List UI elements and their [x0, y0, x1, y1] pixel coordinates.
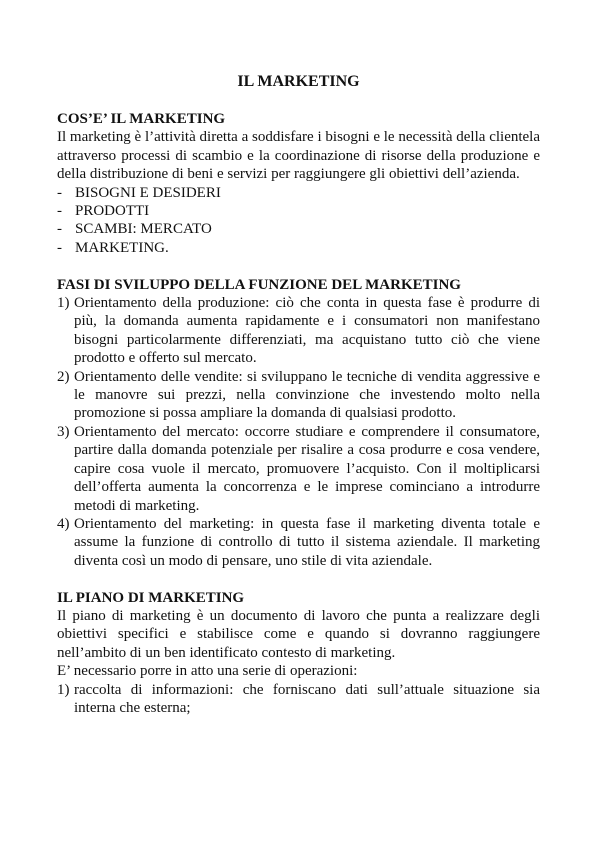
section-heading: IL PIANO DI MARKETING	[57, 589, 245, 606]
page-title: IL MARKETING	[237, 73, 360, 90]
section-heading: FASI DI SVILUPPO DELLA FUNZIONE DEL MARKETING	[57, 276, 461, 293]
list-item-text: Orientamento delle vendite: si sviluppano le tecniche di vendita aggressive e le manovre sui prezzi, nella convinzione che investendo molto nella promozione si possa ampliare la domanda di qualsiasi prodotto.	[74, 368, 540, 422]
section-piano-di-marketing	[57, 589, 540, 718]
section-heading: COS’E’ IL MARKETING	[57, 111, 226, 127]
list-item	[57, 184, 540, 202]
list-dash: -	[57, 184, 62, 201]
list-number: 4)	[57, 515, 70, 532]
list-number: 1)	[57, 681, 70, 698]
list-item	[57, 220, 540, 238]
section-paragraph: Il marketing è l’attività diretta a soddisfare i bisogni e le necessità della clientela attraverso processi di scambio e la coordinazione di risorse della produzione e della distribuzione di beni e servizi per raggiungere gli obiettivi dell’azienda.	[57, 129, 540, 183]
section-paragraph: Il piano di marketing è un documento di lavoro che punta a realizzare degli obiettivi specifici e stabilisce come e quando si dovranno raggiungere nell’ambito di un ben identificato contesto di marketing.	[57, 607, 540, 661]
list-item-text: Orientamento del marketing: in questa fase il marketing diventa totale e assume la funzione di controllo di tutto il sistema aziendale. Il marketing diventa così un modo di pensare, uno stile di vita aziendale.	[74, 515, 540, 569]
section-paragraph: E’ necessario porre in atto una serie di operazioni:	[57, 663, 358, 680]
list-number: 2)	[57, 368, 70, 385]
list-dash: -	[57, 203, 62, 220]
dash-list	[57, 184, 540, 258]
numbered-list	[57, 294, 540, 570]
list-item	[57, 294, 540, 368]
list-item	[57, 368, 540, 423]
list-item-text: BISOGNI E DESIDERI	[75, 184, 221, 201]
list-item-text: raccolta di informazioni: che forniscano dati sull’attuale situazione sia interna che esterna;	[74, 681, 540, 716]
list-number: 3)	[57, 423, 70, 440]
list-item	[57, 423, 540, 515]
list-item	[57, 515, 540, 570]
list-item-text: SCAMBI: MERCATO	[75, 221, 212, 238]
list-item	[57, 681, 540, 718]
list-dash: -	[57, 239, 62, 256]
list-item-text: Orientamento della produzione: ciò che conta in questa fase è produrre di più, la domanda aumenta rapidamente e i consumatori non manifestano bisogni particolarmente differenziati, ma acquistano tutto ciò che viene prodotto e offerto sul mercato.	[74, 295, 540, 367]
section-cos-e-il-marketing	[57, 110, 540, 257]
numbered-list	[57, 681, 540, 718]
list-item	[57, 202, 540, 220]
list-item-text: PRODOTTI	[75, 203, 150, 220]
list-item-text: Orientamento del mercato: occorre studiare e comprendere il consumatore, partire dalla domanda potenziale per risalire a cosa produrre e cosa vendere, capire cosa vuole il mercato, promuovere l’acquisto. Con il moltiplicarsi dell’offerta aumenta la concorrenza e le imprese cominciano a introdurre metodi di marketing.	[74, 423, 540, 514]
section-spacer	[57, 570, 540, 588]
list-number: 1)	[57, 295, 70, 312]
section-fasi-di-sviluppo	[57, 276, 540, 571]
section-spacer	[57, 257, 540, 275]
list-item-text: MARKETING.	[75, 239, 169, 256]
list-dash: -	[57, 221, 62, 238]
list-item	[57, 239, 540, 257]
